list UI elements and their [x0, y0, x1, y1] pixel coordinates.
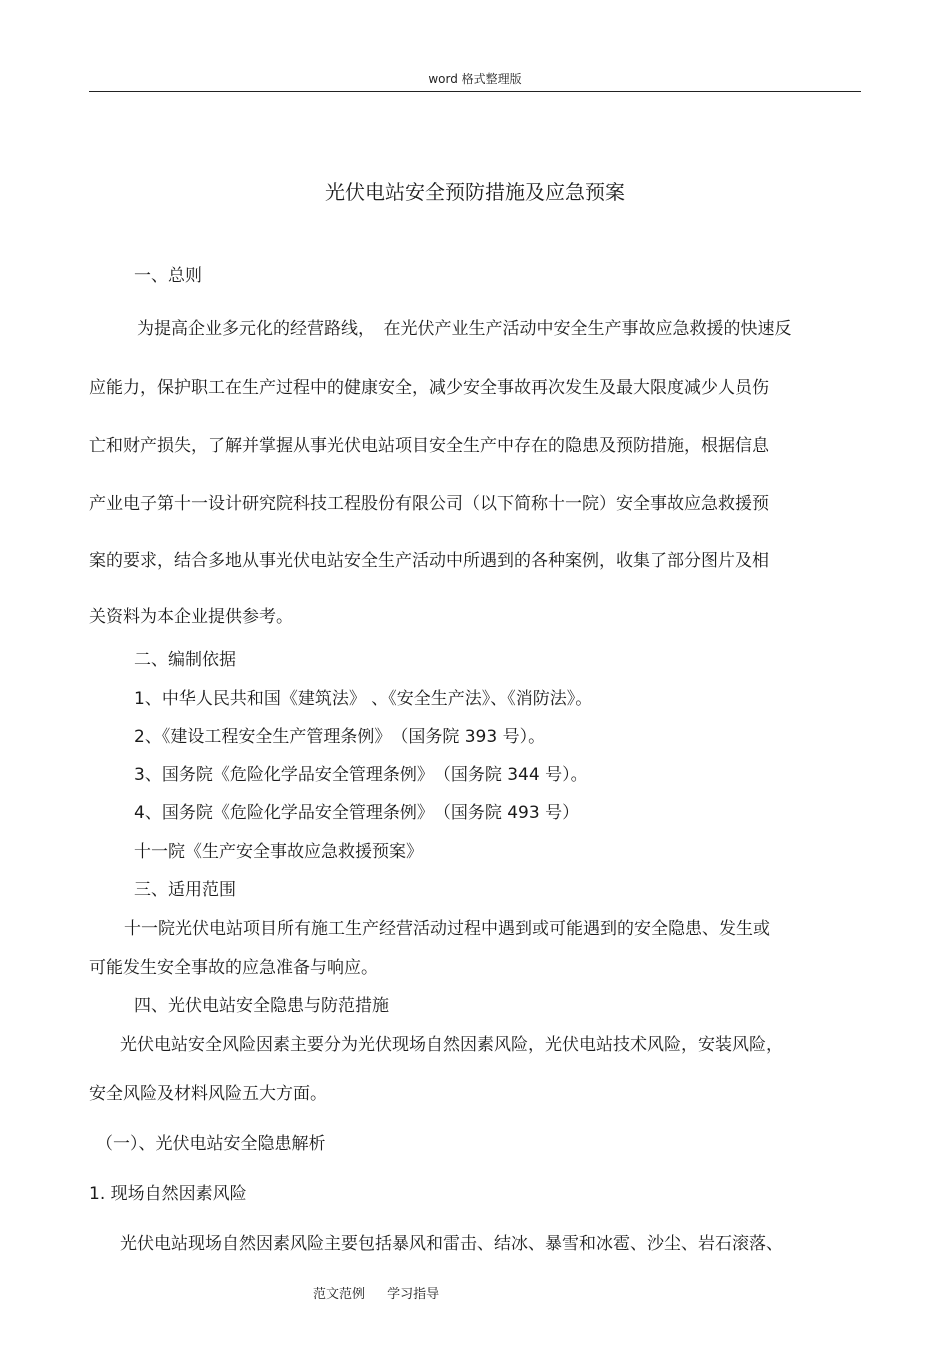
section-heading-scope: 三、适用范围 — [134, 880, 236, 900]
basis-list-item: 2、《建设工程安全生产管理条例》 （国务院 393 号）。 — [134, 727, 546, 747]
subsubsection-heading: 1. 现场自然因素风险 — [89, 1184, 247, 1204]
section-heading-hazards: 四、光伏电站安全隐患与防范措施 — [134, 996, 389, 1016]
section-heading-basis: 二、编制依据 — [134, 650, 236, 670]
paragraph-line: 产业电子第十一设计研究院科技工程股份有限公司（以下简称十一院）安全事故应急救援预 — [89, 494, 769, 514]
basis-list-item: 4、国务院《危险化学品安全管理条例》 （国务院 493 号） — [134, 803, 580, 823]
page-header: word 格式整理版 — [428, 72, 522, 86]
basis-list-item: 十一院《生产安全事故应急救援预案》 — [134, 842, 423, 862]
paragraph-line: 十一院光伏电站项目所有施工生产经营活动过程中遇到或可能遇到的安全隐患、发生或 — [124, 919, 770, 939]
paragraph-line: 光伏电站现场自然因素风险主要包括暴风和雷击、结冰、暴雪和冰雹、沙尘、岩石滚落、 — [120, 1234, 783, 1254]
basis-list-item: 3、国务院《危险化学品安全管理条例》 （国务院 344 号）。 — [134, 765, 588, 785]
subsection-heading: （一）、光伏电站安全隐患解析 — [96, 1134, 326, 1154]
paragraph-line: 可能发生安全事故的应急准备与响应。 — [89, 958, 378, 978]
document-title: 光伏电站安全预防措施及应急预案 — [325, 180, 625, 204]
section-heading-general: 一、总则 — [134, 266, 202, 286]
paragraph-line: 关资料为本企业提供参考。 — [89, 607, 293, 627]
page-footer: 范文范例 学习指导 — [313, 1287, 440, 1302]
paragraph-line: 安全风险及材料风险五大方面。 — [89, 1084, 327, 1104]
paragraph-line: 为提高企业多元化的经营路线， 在光伏产业生产活动中安全生产事故应急救援的快速反 — [137, 319, 792, 339]
paragraph-line: 案的要求，结合多地从事光伏电站安全生产活动中所遇到的各种案例，收集了部分图片及相 — [89, 551, 769, 571]
basis-list-item: 1、中华人民共和国《建筑法》 、《安全生产法》、《消防法》。 — [134, 689, 593, 709]
paragraph-line: 光伏电站安全风险因素主要分为光伏现场自然因素风险，光伏电站技术风险，安装风险， — [120, 1035, 783, 1055]
header-divider — [89, 91, 861, 92]
paragraph-line: 亡和财产损失，了解并掌握从事光伏电站项目安全生产中存在的隐患及预防措施，根据信息 — [89, 436, 769, 456]
paragraph-line: 应能力，保护职工在生产过程中的健康安全，减少安全事故再次发生及最大限度减少人员伤 — [89, 378, 769, 398]
